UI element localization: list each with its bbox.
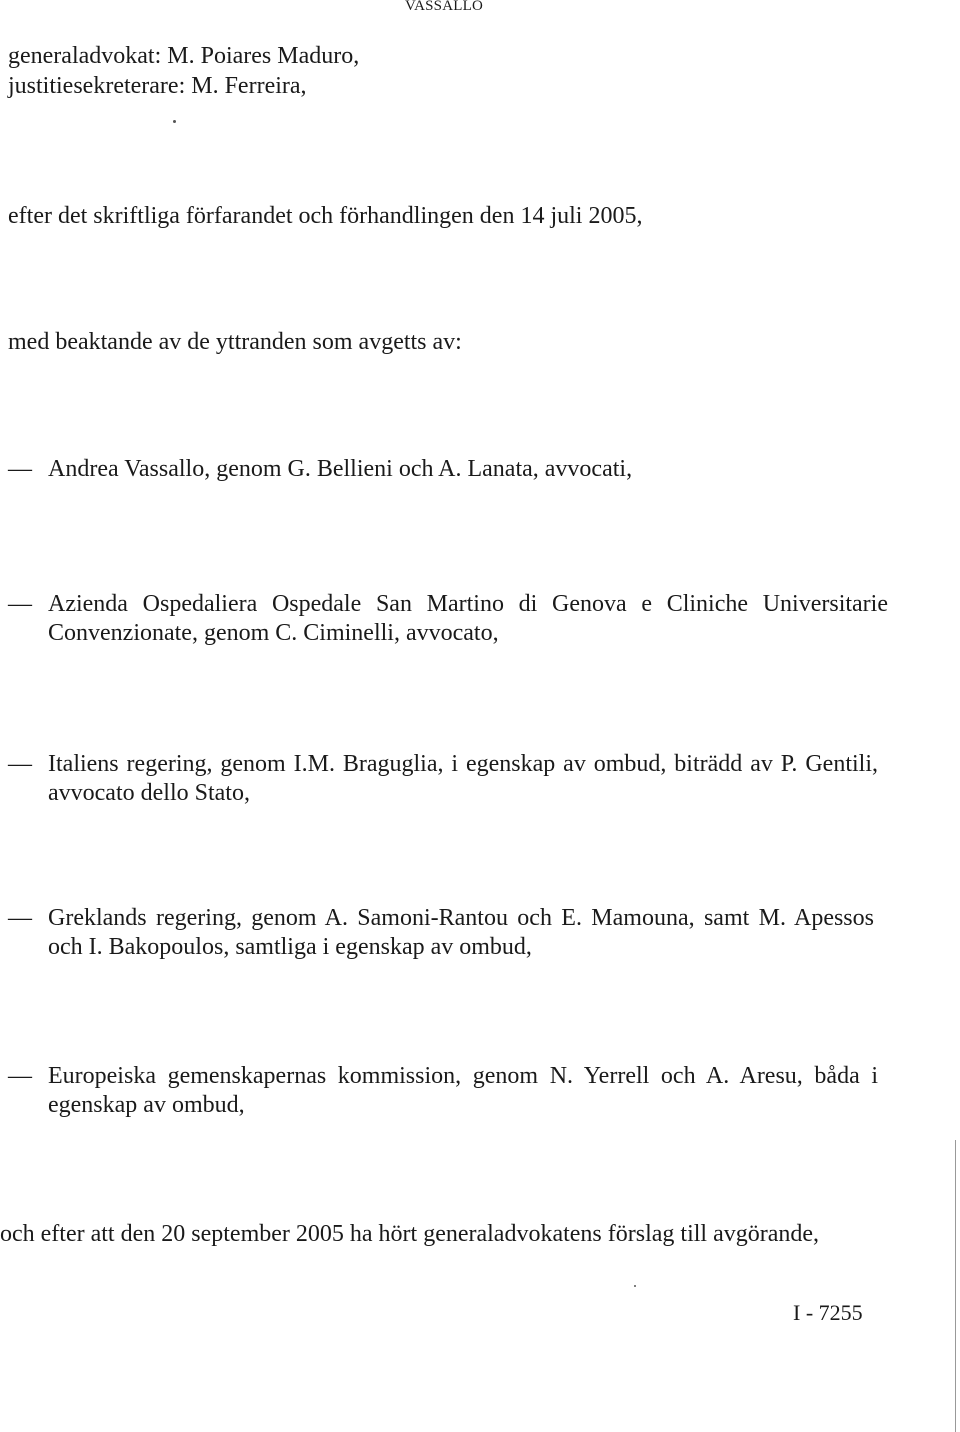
- procedure-line: efter det skriftliga förfarandet och förhandlingen den 14 juli 2005,: [8, 203, 643, 229]
- observations-intro: med beaktande av de yttranden som avgetts av:: [8, 329, 462, 355]
- advocate-general-line: generaladvokat: M. Poiares Maduro,: [8, 43, 360, 69]
- scan-edge-mark: [955, 1140, 956, 1432]
- running-title: VASSALLO: [405, 0, 484, 14]
- scan-speck: [634, 1285, 636, 1287]
- list-dash: —: [8, 456, 32, 482]
- party-item: [8, 455, 898, 485]
- list-dash: —: [8, 905, 32, 931]
- party-text: Italiens regering, genom I.M. Braguglia, i egenskap av ombud, biträdd av P. Gentili, avvocato dello Stato,: [48, 751, 878, 806]
- party-text: Andrea Vassallo, genom G. Bellieni och A. Lanata, avvocati,: [48, 456, 633, 482]
- party-item: [8, 904, 888, 964]
- party-item: [8, 1062, 888, 1122]
- list-dash: —: [8, 751, 32, 777]
- scan-speck: [173, 120, 176, 123]
- page-number: I - 7255: [793, 1300, 863, 1325]
- party-text: Greklands regering, genom A. Samoni-Rantou och E. Mamouna, samt M. Apessos och I. Bakopoulos, samtliga i egenskap av ombud,: [48, 905, 874, 960]
- party-text: Azienda Ospedaliera Ospedale San Martino di Genova e Cliniche Universitarie Convenzionate, genom C. Ciminelli, avvocato,: [48, 591, 888, 646]
- registrar-line: justitiesekreterare: M. Ferreira,: [8, 73, 307, 99]
- party-item: [8, 590, 888, 650]
- closing-paragraph: och efter att den 20 september 2005 ha hört generaladvokatens förslag till avgörande,: [0, 1221, 820, 1247]
- list-dash: —: [8, 591, 32, 617]
- party-text: Europeiska gemenskapernas kommission, genom N. Yerrell och A. Aresu, båda i egenskap av ombud,: [48, 1063, 878, 1118]
- list-dash: —: [8, 1063, 32, 1089]
- party-item: [8, 750, 888, 810]
